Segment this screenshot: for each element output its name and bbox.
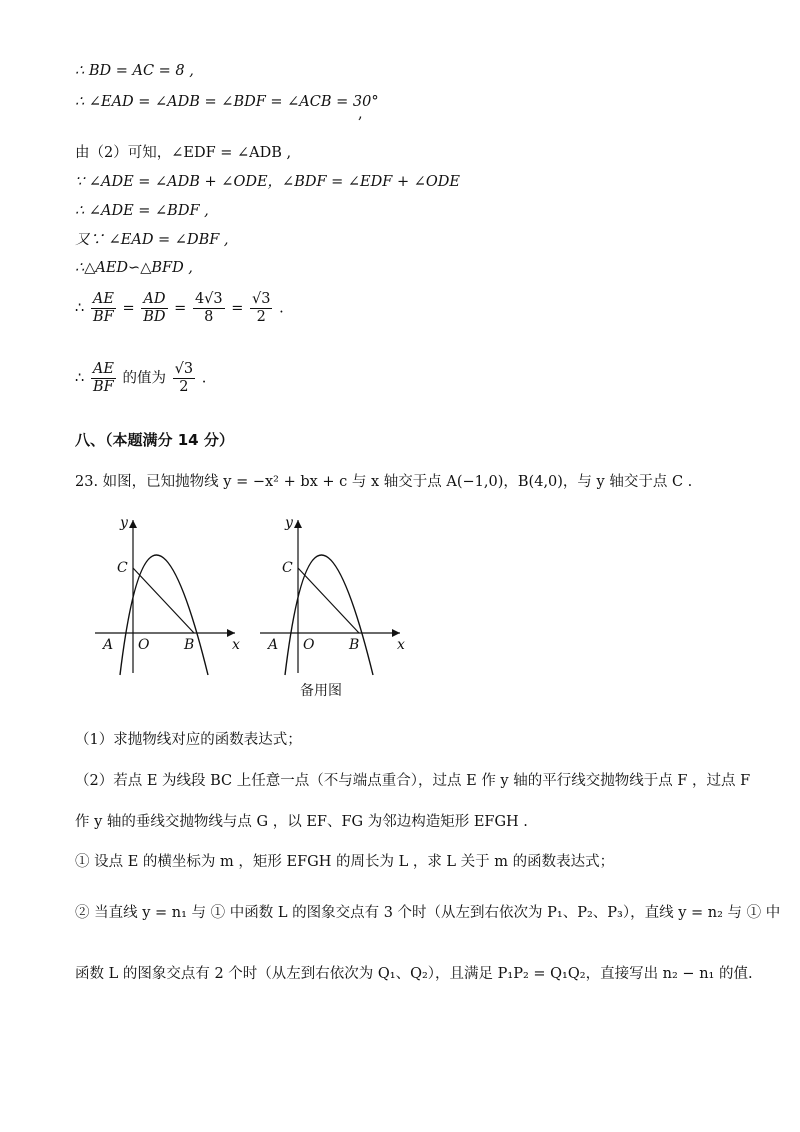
x-axis-label: x (232, 637, 240, 653)
question-23-statement: 23. 如图，已知抛物线 y = −x² + bx + c 与 x 轴交于点 A(−1,0)，B(4,0)，与 y 轴交于点 C . (75, 474, 693, 490)
section-heading: 八、（本题满分 14 分） (75, 431, 234, 449)
fraction-ad-bd: $\frac{AD}{BD}$ (143, 291, 166, 325)
y-axis-label: y (285, 515, 293, 531)
value-is-text: 的值为 (122, 370, 167, 387)
line-value-result (75, 361, 206, 396)
line-also-ead-dbf: 又∵ ∠EAD = ∠DBF , (75, 232, 229, 248)
equals-sign: = (174, 300, 187, 317)
period: . (201, 370, 207, 387)
part-2-line-1: （2）若点 E 为线段 BC 上任意一点（不与端点重合），过点 E 作 y 轴的平行线交抛物线于点 F ，过点 F (75, 773, 751, 789)
point-b-label: B (349, 637, 360, 653)
fraction-root3-2-result: $\frac{√3}{2}$ (174, 361, 194, 395)
line-ratio-chain (75, 291, 284, 326)
line-angles-eq-30 (75, 92, 379, 112)
line-therefore-ade-bdf: ∴ ∠ADE = ∠BDF , (75, 203, 209, 219)
point-c-label: C (117, 560, 128, 576)
fraction-ae-bf-result: $\frac{AE}{BF}$ (92, 361, 114, 395)
figure-caption: 备用图 (300, 683, 342, 699)
line-because-ade: ∵ ∠ADE = ∠ADB + ∠ODE，∠BDF = ∠EDF + ∠ODE (75, 174, 460, 190)
parabola-figures (90, 505, 420, 680)
figure-right (260, 515, 405, 675)
part-2-line-2: 作 y 轴的垂线交抛物线与点 G ，以 EF、FG 为邻边构造矩形 EFGH . (75, 814, 528, 830)
line-similar-triangles: ∴△AED∽△BFD , (75, 260, 193, 276)
fraction-ae-bf: $\frac{AE}{BF}$ (92, 291, 114, 325)
fraction-root3-2: $\frac{√3}{2}$ (252, 291, 271, 325)
y-axis-label: y (120, 515, 128, 531)
therefore-symbol: ∴ (75, 370, 85, 387)
point-b-label: B (184, 637, 195, 653)
line-bd-eq-ac: ∴ BD = AC = 8 , (75, 63, 194, 79)
point-a-label: A (268, 637, 279, 653)
part-2-sub-2-line-2: 函数 L 的图象交点有 2 个时（从左到右依次为 Q₁、Q₂），且满足 P₁P₂ = Q₁Q₂，直接写出 n₂ − n₁ 的值. (75, 966, 753, 982)
part-2-sub-2-line-1: ② 当直线 y = n₁ 与 ① 中函数 L 的图象交点有 3 个时（从左到右依次为 P₁、P₂、P₃），直线 y = n₂ 与 ① 中 (75, 905, 781, 921)
origin-label: O (138, 637, 150, 653)
point-a-label: A (103, 637, 114, 653)
line-from-part2: 由（2）可知，∠EDF = ∠ADB , (75, 145, 292, 161)
period: . (279, 300, 284, 317)
line-angles-comma: , (358, 106, 363, 122)
therefore-symbol: ∴ (75, 300, 85, 317)
point-c-label: C (282, 560, 293, 576)
x-axis-label: x (397, 637, 405, 653)
fraction-4root3-8: $\frac{4√3}{8}$ (194, 291, 223, 325)
origin-label: O (303, 637, 315, 653)
equals-sign: = (231, 300, 244, 317)
figure-left (95, 515, 240, 675)
angles-equation: ∴ ∠EAD = ∠ADB = ∠BDF = ∠ACB = 30° (75, 94, 379, 110)
part-2-sub-1: ① 设点 E 的横坐标为 m ，矩形 EFGH 的周长为 L ，求 L 关于 m 的函数表达式； (75, 854, 615, 870)
equals-sign: = (122, 300, 135, 317)
part-1: （1）求抛物线对应的函数表达式； (75, 732, 302, 748)
